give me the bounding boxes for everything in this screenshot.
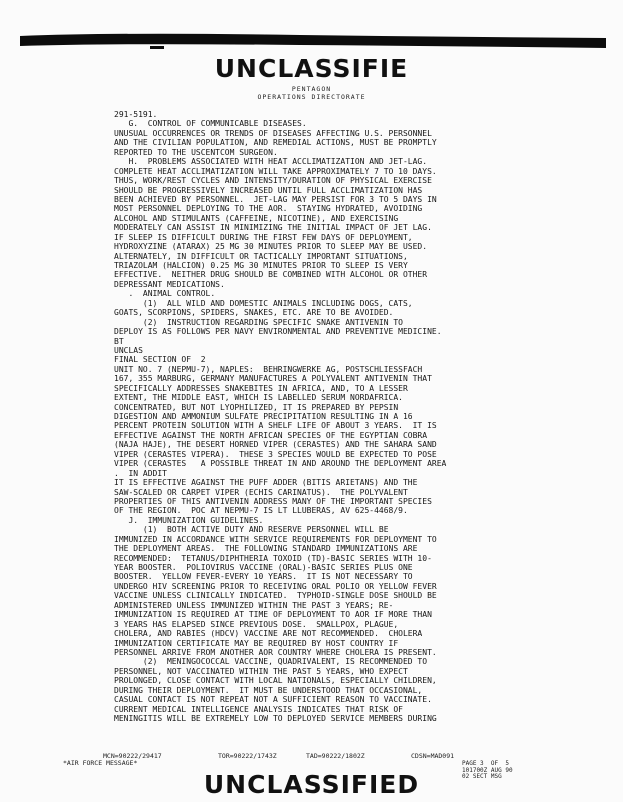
- body-line: VIPER (CERASTES A POSSIBLE THREAT IN AND AROUND THE DEPLOYMENT AREA: [114, 459, 447, 469]
- origin-line-1: PENTAGON: [291, 85, 332, 93]
- body-line: PROLONGED, CLOSE CONTACT WITH LOCAL NATIONALS, ESPECIALLY CHILDREN,: [114, 676, 437, 686]
- body-line: BOOSTER. YELLOW FEVER-EVERY 10 YEARS. IT IS NOT NECESSARY TO: [114, 572, 413, 582]
- body-line: PERSONNEL, NOT VACCINATED WITHIN THE PAST 5 YEARS, WHO EXPECT: [114, 666, 408, 676]
- redaction-bar: [0, 30, 623, 52]
- body-line: SAW-SCALED OR CARPET VIPER (ECHIS CARINATUS). THE POLYVALENT: [114, 487, 408, 497]
- body-line: (NAJA HAJE), THE DESERT HORNED VIPER (CERASTES) AND THE SAHARA SAND: [114, 440, 437, 450]
- message-body: [114, 110, 614, 723]
- body-line: ADMINISTERED UNLESS IMMUNIZED WITHIN THE PAST 3 YEARS; RE-: [114, 600, 394, 610]
- body-line: EXTENT, THE MIDDLE EAST, WHICH IS LABELLED SERUM NORDAFRICA.: [114, 393, 403, 403]
- body-line: CONCENTRATED, BUT NOT LYOPHILIZED, IT IS PREPARED BY PEPSIN: [114, 402, 399, 412]
- body-line: EFFECTIVE AGAINST THE NORTH AFRICAN SPECIES OF THE EGYPTIAN COBRA: [114, 430, 428, 440]
- body-line: UNDERGO HIV SCREENING PRIOR TO RECEIVING ORAL POLIO OR YELLOW FEVER: [114, 581, 437, 591]
- body-line: REPORTED TO THE USCENTCOM SURGEON.: [114, 147, 278, 157]
- body-line: VACCINE UNLESS CLINICALLY INDICATED. TYPHOID-SINGLE DOSE SHOULD BE: [114, 591, 437, 601]
- cdsn-id: CDSN=MAD091: [411, 752, 455, 760]
- body-line: AND THE CIVILIAN POPULATION, AND REMEDIAL ACTIONS, MUST BE PROMPTLY: [114, 138, 437, 148]
- body-line: OF THE REGION. POC AT NEPMU-7 IS LT LLUBERAS, AV 625-4468/9.: [114, 506, 408, 516]
- body-line: (1) BOTH ACTIVE DUTY AND RESERVE PERSONNEL WILL BE: [114, 525, 389, 535]
- mcn-id: MCN=90222/29417: [103, 752, 162, 760]
- body-line: MODERATELY CAN ASSIST IN MINIMIZING THE INITIAL IMPACT OF JET LAG.: [114, 223, 432, 233]
- body-line: 167, 355 MARBURG, GERMANY MANUFACTURES A POLYVALENT ANTIVENIN THAT: [114, 374, 432, 384]
- body-line: MENINGITIS WILL BE EXTREMELY LOW TO DEPLOYED SERVICE MEMBERS DURING: [114, 714, 437, 723]
- body-line: ALCOHOL AND STIMULANTS (CAFFEINE, NICOTINE), AND EXERCISING: [114, 213, 399, 223]
- body-line: PERSONNEL ARRIVE FROM ANOTHER AOR COUNTRY WHERE CHOLERA IS PRESENT.: [114, 647, 437, 657]
- body-line: G. CONTROL OF COMMUNICABLE DISEASES.: [114, 119, 307, 129]
- body-line: IMMUNIZATION CERTIFICATE MAY BE REQUIRED BY HOST COUNTRY IF: [114, 638, 399, 648]
- body-line: . ANIMAL CONTROL.: [114, 289, 216, 299]
- body-line: COMPLETE HEAT ACCLIMATIZATION WILL TAKE APPROXIMATELY 7 TO 10 DAYS.: [114, 166, 437, 176]
- body-line: BT: [114, 336, 124, 346]
- body-line: (1) ALL WILD AND DOMESTIC ANIMALS INCLUDING DOGS, CATS,: [114, 298, 413, 308]
- body-line: DEPLOY IS AS FOLLOWS PER NAVY ENVIRONMENTAL AND PREVENTIVE MEDICINE.: [114, 327, 442, 337]
- body-line: CURRENT MEDICAL INTELLIGENCE ANALYSIS INDICATES THAT RISK OF: [114, 704, 403, 714]
- body-line: THUS, WORK/REST CYCLES AND INTENSITY/DURATION OF PHYSICAL EXERCISE: [114, 176, 432, 186]
- body-line: (2) MENINGOCOCCAL VACCINE, QUADRIVALENT, IS RECOMMENDED TO: [114, 657, 428, 667]
- body-line: CHOLERA, AND RABIES (HDCV) VACCINE ARE NOT RECOMMENDED. CHOLERA: [114, 629, 423, 639]
- body-line: 3 YEARS HAS ELAPSED SINCE PREVIOUS DOSE. SMALLPOX, PLAGUE,: [114, 619, 399, 629]
- body-line: SPECIFICALLY ADDRESSES SNAKEBITES IN AFRICA, AND, TO A LESSER: [114, 383, 408, 393]
- body-line: H. PROBLEMS ASSOCIATED WITH HEAT ACCLIMATIZATION AND JET-LAG.: [114, 157, 428, 167]
- body-line: IT IS EFFECTIVE AGAINST THE PUFF ADDER (BITIS ARIETANS) AND THE: [114, 478, 418, 488]
- body-line: ALTERNATELY, IN DIFFICULT OR TACTICALLY IMPORTANT SITUATIONS,: [114, 251, 408, 261]
- body-line: CASUAL CONTACT IS NOT REPEAT NOT A SUFFICIENT REASON TO VACCINATE.: [114, 695, 432, 705]
- origin-line-2: OPERATIONS DIRECTORATE: [257, 93, 366, 101]
- body-line: DIGESTION AND AMMONIUM SULFATE PRECIPITATION RESULTING IN A 16: [114, 412, 413, 421]
- body-line: SHOULD BE PROGRESSIVELY INCREASED UNTIL FULL ACCLIMATIZATION HAS: [114, 185, 423, 195]
- page-info: PAGE 3 OF 5 101700Z AUG 90 02 SECT MSG: [462, 760, 513, 781]
- body-line: BEEN ACHIEVED BY PERSONNEL. JET-LAG MAY PERSIST FOR 3 TO 5 DAYS IN: [114, 194, 437, 204]
- body-line: 291-5191.: [114, 110, 158, 119]
- body-line: PROPERTIES OF THIS ANTIVENIN ADDRESS MANY OF THE IMPORTANT SPECIES: [114, 496, 432, 506]
- body-line: YEAR BOOSTER. POLIOVIRUS VACCINE (ORAL)-BASIC SERIES PLUS ONE: [114, 563, 413, 572]
- body-line: DURING THEIR DEPLOYMENT. IT MUST BE UNDERSTOOD THAT OCCASIONAL,: [114, 685, 423, 695]
- classification-footer: UNCLASSIFIED: [203, 770, 420, 799]
- tad-id: TAD=90222/1802Z: [306, 752, 365, 760]
- body-line: RECOMMENDED: TETANUS/DIPHTHERIA TOXOID (TD)-BASIC SERIES WITH 10-: [114, 553, 432, 563]
- body-line: EFFECTIVE. NEITHER DRUG SHOULD BE COMBINED WITH ALCOHOL OR OTHER: [114, 270, 428, 280]
- body-line: UNUSUAL OCCURRENCES OR TRENDS OF DISEASES AFFECTING U.S. PERSONNEL: [114, 128, 432, 138]
- body-line: TRIAZOLAM (HALCION) 0.25 MG 30 MINUTES PRIOR TO SLEEP IS VERY: [114, 261, 408, 270]
- body-line: THE DEPLOYMENT AREAS. THE FOLLOWING STANDARD IMMUNIZATIONS ARE: [114, 544, 418, 554]
- body-line: IMMUNIZATION IS REQUIRED AT TIME OF DEPLOYMENT TO AOR IF MORE THAN: [114, 610, 432, 620]
- body-line: IF SLEEP IS DIFFICULT DURING THE FIRST FEW DAYS OF DEPLOYMENT,: [114, 232, 413, 242]
- body-line: VIPER (CERASTES VIPERA). THESE 3 SPECIES WOULD BE EXPECTED TO POSE: [114, 449, 437, 459]
- classification-header: UNCLASSIFIE: [214, 54, 409, 83]
- body-line: (2) INSTRUCTION REGARDING SPECIFIC SNAKE ANTIVENIN TO: [114, 317, 403, 327]
- body-line: HYDROXYZINE (ATARAX) 25 MG 30 MINUTES PRIOR TO SLEEP MAY BE USED.: [114, 242, 428, 252]
- body-line: GOATS, SCORPIONS, SPIDERS, SNAKES, ETC. ARE TO BE AVOIDED.: [114, 308, 394, 318]
- body-line: J. IMMUNIZATION GUIDELINES.: [114, 515, 264, 525]
- body-line: UNCLAS: [114, 345, 143, 355]
- body-line: UNIT NO. 7 (NEPMU-7), NAPLES: BEHRINGWERKE AG, POSTSCHLIESSFACH: [114, 364, 423, 374]
- body-line: DEPRESSANT MEDICATIONS.: [114, 279, 225, 289]
- body-line: . IN ADDIT: [114, 468, 167, 478]
- body-line: FINAL SECTION OF 2: [114, 355, 206, 365]
- body-line: MOST PERSONNEL DEPLOYING TO THE AOR. STAYING HYDRATED, AVOIDING: [114, 204, 423, 214]
- body-line: IMMUNIZED IN ACCORDANCE WITH SERVICE REQUIREMENTS FOR DEPLOYMENT TO: [114, 534, 437, 544]
- tor-id: TOR=90222/1743Z: [218, 752, 277, 760]
- body-line: PERCENT PROTEIN SOLUTION WITH A SHELF LIFE OF ABOUT 3 YEARS. IT IS: [114, 421, 437, 431]
- message-type: *AIR FORCE MESSAGE*: [63, 759, 138, 767]
